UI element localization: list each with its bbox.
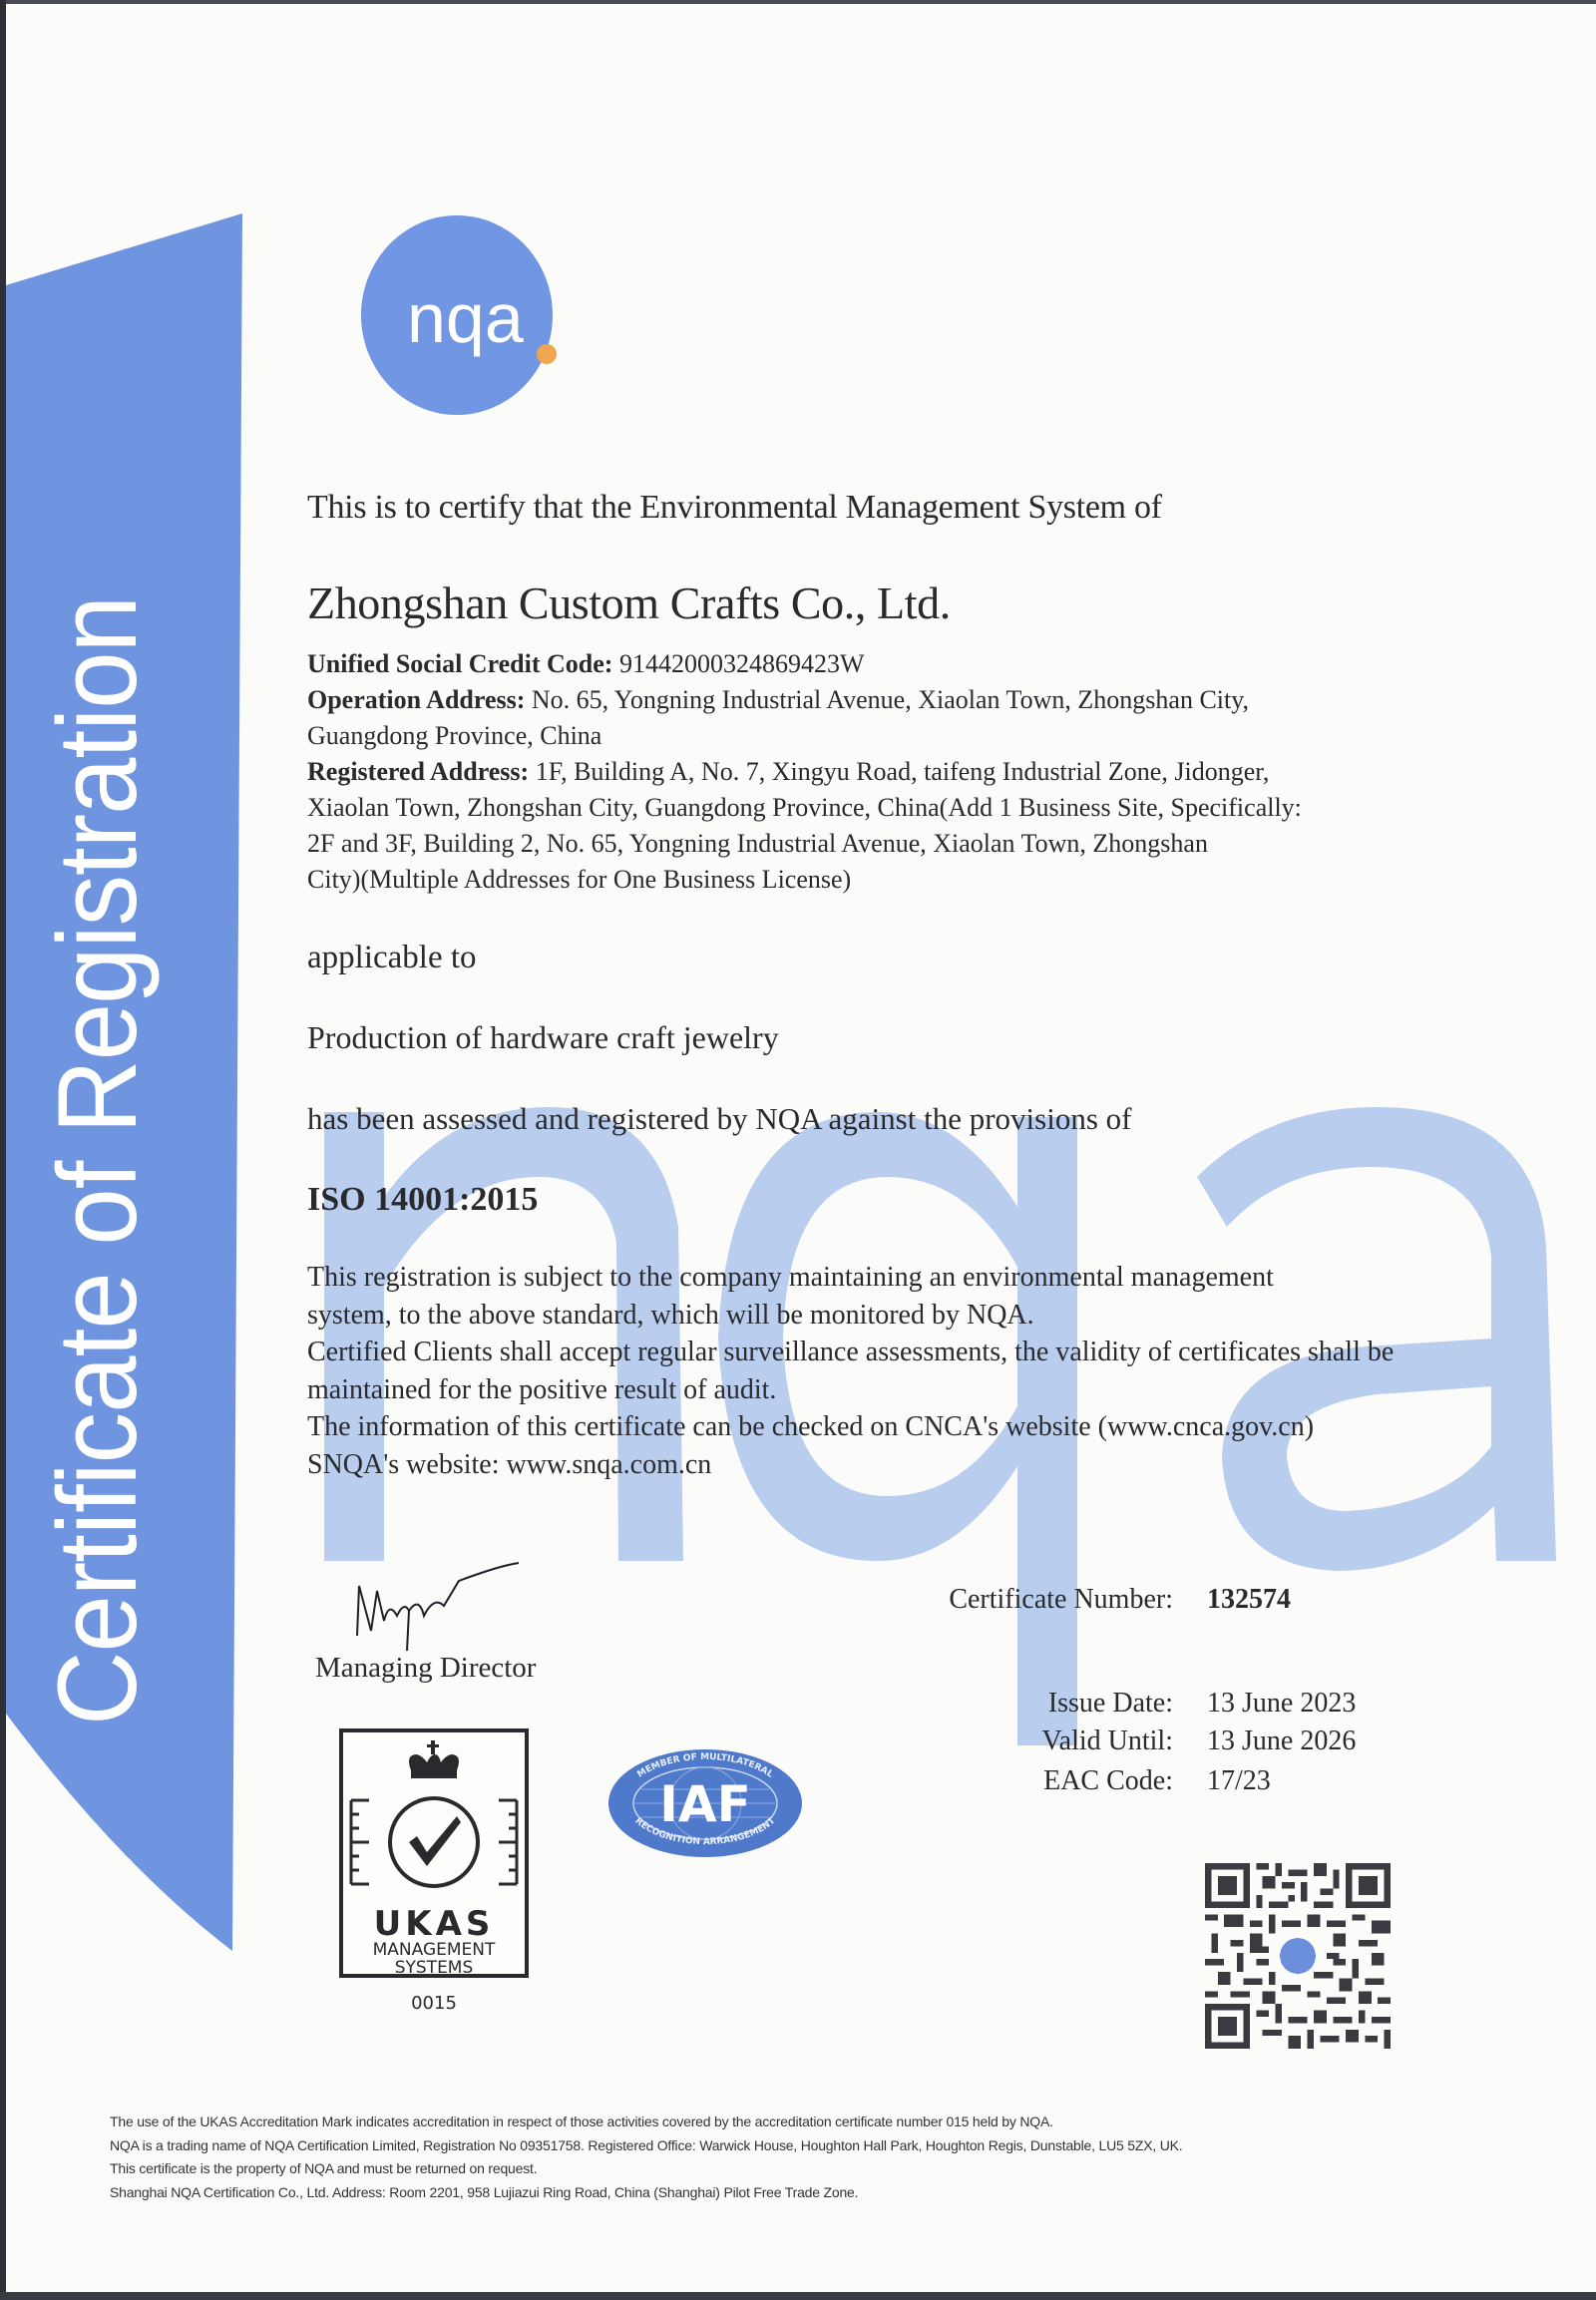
director-title: Managing Director: [315, 1652, 537, 1684]
condition-line: The information of this certificate can be checked on CNCA's website (www.cnca.gov.cn): [307, 1411, 1315, 1442]
company-name: Zhongshan Custom Crafts Co., Ltd.: [307, 577, 951, 628]
registered-address-line: [307, 754, 1302, 790]
director-signature: [349, 1561, 529, 1661]
logo-text: nqa: [407, 279, 524, 357]
iaf-ring-bottom: RECOGNITION ARRANGEMENT: [632, 1815, 778, 1848]
verification-qr-code[interactable]: [1205, 1861, 1391, 2051]
company-details: [307, 646, 1302, 898]
iaf-name: IAF: [659, 1775, 751, 1833]
ukas-line2: SYSTEMS: [394, 1958, 474, 1978]
credit-code-line: [307, 646, 1302, 682]
credit-code-value: 91442000324869423W: [618, 649, 865, 678]
operation-address-cont: Guangdong Province, China: [307, 721, 602, 750]
iaf-ring-top: MEMBER OF MULTILATERAL: [635, 1751, 775, 1780]
valid-until-label: Valid Until:: [1041, 1725, 1173, 1756]
ukas-name: UKAS: [373, 1904, 495, 1944]
registered-address-label: Registered Address:: [307, 757, 530, 786]
operation-address-line: [307, 682, 1302, 718]
condition-line: system, to the above standard, which will be monitored by NQA.: [307, 1299, 1034, 1331]
condition-line: Certified Clients shall accept regular surveillance assessments, the validity of certificates shall be: [307, 1337, 1395, 1367]
registration-conditions: [307, 1259, 1394, 1483]
footer-line: The use of the UKAS Accreditation Mark indicates accreditation in respect of those activities covered by the accreditation certificate number 015 held by NQA.: [110, 2113, 1053, 2129]
issue-date-label: Issue Date:: [1047, 1688, 1173, 1719]
certify-lead: This is to certify that the Environmental Management System of: [307, 489, 1162, 526]
operation-address-value: No. 65, Yongning Industrial Avenue, Xiaolan Town, Zhongshan City,: [531, 685, 1250, 714]
valid-until-value: 13 June 2026: [1207, 1725, 1357, 1756]
certificate-number-value: 132574: [1207, 1584, 1291, 1615]
footer-line: This certificate is the property of NQA and must be returned on request.: [110, 2160, 538, 2176]
condition-line: SNQA's website: www.snqa.com.cn: [307, 1448, 712, 1480]
iaf-mark: [606, 1747, 804, 1859]
eac-code-value: 17/23: [1207, 1765, 1271, 1796]
issue-date-value: 13 June 2023: [1207, 1688, 1357, 1719]
registered-address-cont-3: City)(Multiple Addresses for One Business License): [307, 865, 852, 894]
footer-notes: [110, 2110, 1182, 2204]
eac-code-label: EAC Code:: [1043, 1765, 1173, 1796]
frame-bottom-edge: [0, 2292, 1596, 2300]
qr-center-logo: [1280, 1938, 1316, 1974]
registered-address-cont-1: Xiaolan Town, Zhongshan City, Guangdong Province, China(Add 1 Business Site, Specifically:: [307, 793, 1302, 822]
certificate-number-label: Certificate Number:: [949, 1584, 1173, 1615]
certification-scope: Production of hardware craft jewelry: [307, 1019, 779, 1055]
nqa-logo: [359, 212, 559, 418]
iso-standard: ISO 14001:2015: [307, 1181, 539, 1218]
condition-line: This registration is subject to the company maintaining an environmental management: [307, 1262, 1274, 1293]
applicable-to: applicable to: [307, 940, 477, 975]
registered-address-cont-2: 2F and 3F, Building 2, No. 65, Yongning Industrial Avenue, Xiaolan Town, Zhongshan: [307, 829, 1208, 858]
operation-address-label: Operation Address:: [307, 685, 526, 714]
side-band-title: Certificate of Registration: [35, 595, 160, 1725]
footer-line: Shanghai NQA Certification Co., Ltd. Address: Room 2201, 958 Lujiazui Ring Road, China (Shanghai) Pilot Free Trade Zone.: [110, 2183, 859, 2200]
ukas-line1: MANAGEMENT: [372, 1940, 496, 1960]
footer-line: NQA is a trading name of NQA Certification Limited, Registration No 09351758. Registered Office: Warwick House, Houghton Hall Park, Houghton Regis, Dunstable, LU5 5ZX, UK.: [110, 2136, 1183, 2153]
condition-line: maintained for the positive result of audit.: [307, 1373, 777, 1405]
ukas-number: 0015: [411, 1993, 457, 2014]
ukas-mark: [339, 1728, 529, 1978]
assessed-statement: has been assessed and registered by NQA against the provisions of: [307, 1101, 1132, 1136]
credit-code-label: Unified Social Credit Code:: [307, 649, 613, 678]
ukas-crown-check-icon: [343, 1732, 525, 1902]
registered-address-value: 1F, Building A, No. 7, Xingyu Road, taifeng Industrial Zone, Jidonger,: [535, 757, 1270, 786]
